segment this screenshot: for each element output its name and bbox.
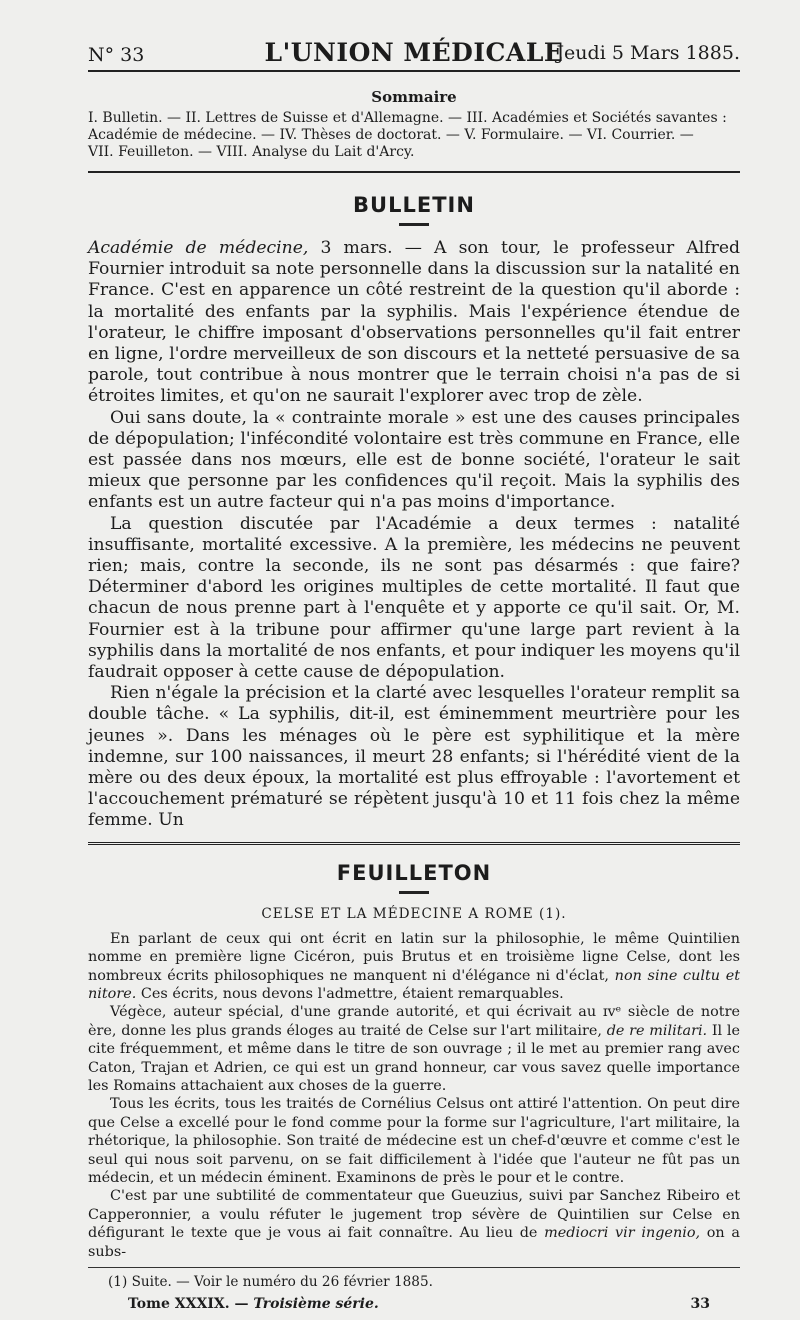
title-underline (399, 223, 429, 226)
bulletin-paragraph: Rien n'égale la précision et la clarté avec lesquelles l'orateur remplit sa double tâche. « La syphilis, dit-il, est éminemment meurtrière pour les jeunes ». Dans les ménages où le père est syphilitique et la mère indemne, sur 100 naissances, il meurt 28 enfants; si l'hérédité vient de la mère ou des deux époux, la mortalité est plus effroyable : l'avortement et l'accouchement prématuré se répètent jusqu'à 10 et 11 fois chez la même femme. Un (88, 683, 740, 831)
masthead (88, 30, 740, 70)
footnote: (1) Suite. — Voir le numéro du 26 février 1885. (108, 1274, 433, 1290)
feuilleton-paragraph: C'est par une subtilité de commentateur que Gueuzius, suivi par Sanchez Ribeiro et Capperonnier, a voulu réfuter le jugement trop sévère de Quintilien sur Celse en défigurant le texte que je vous ai fait connaître. Au lieu de mediocri vir ingenio, on a subs- (88, 1188, 740, 1260)
masthead-rule (88, 70, 740, 72)
footnote-rule (88, 1267, 740, 1268)
issue-number: N° 33 (88, 44, 145, 66)
sommaire-list (88, 110, 740, 161)
feuilleton-paragraph: Tous les écrits, tous les traités de Cornélius Celsus ont attiré l'attention. On peut dire que Celse a excellé pour le fond comme pour la forme sur l'agriculture, l'art militaire, la rhétorique, la philosophie. Son traité de médecine est un chef-d'œuvre et comme c'est le seul qui nous soit parvenu, on se fait difficilement à l'idée que l'auteur ne fût pas un médecin, et un médecin éminent. Examinons de près le pour et le contre. (88, 1096, 740, 1186)
title-underline (399, 891, 429, 894)
page-number: 33 (690, 1296, 710, 1312)
feuilleton-title: FEUILLETON (336, 860, 492, 885)
volume-label: Tome XXXIX. — Troisième série. (128, 1296, 379, 1312)
bulletin-paragraph: Oui sans doute, la « contrainte morale » est une des causes principales de dépopulation; l'infécondité volontaire est très commune en France, elle est passée dans nos mœurs, elle est de bonne société, l'orateur le sait mieux que personne par les confidences qu'il reçoit. Mais la syphilis des enfants est un autre facteur qui n'a pas moins d'importance. (88, 407, 740, 513)
sommaire-line: Académie de médecine. — IV. Thèses de doctorat. — V. Formulaire. — VI. Courrier. — (88, 127, 694, 143)
feuilleton-separator (88, 842, 740, 845)
bulletin-lead: Académie de médecine, (88, 238, 309, 258)
bulletin-title: BULLETIN (353, 193, 475, 217)
sommaire-line: I. Bulletin. — II. Lettres de Suisse et d'Allemagne. — III. Académies et Sociétés savantes : (88, 110, 727, 126)
bulletin-paragraph: La question discutée par l'Académie a deux termes : natalité insuffisante, mortalité excessive. A la première, les médecins ne peuvent rien; mais, contre la seconde, ils ne sont pas désarmés : que faire? Déterminer d'abord les origines multiples de cette mortalité. Il faut que chacun de nous prenne part à l'enquête et y apporte ce qu'il sait. Or, M. Fournier est à la tribune pour affirmer qu'une large part revient à la syphilis dans la mortalité de nos enfants, et pour indiquer les moyens qu'il faudrait opposer à cette cause de dépopulation. (88, 513, 740, 683)
sommaire-rule (88, 171, 740, 173)
feuilleton-paragraph: En parlant de ceux qui ont écrit en latin sur la philosophie, le même Quintilien nomme en première ligne Cicéron, puis Brutus et en troisième ligne Celse, dont les nombreux écrits philosophiques ne manquent ni d'élégance ni d'éclat, non sine cultu et nitore. Ces écrits, nous devons l'admettre, étaient remarquables. (88, 930, 740, 1002)
bulletin-paragraph: Académie de médecine, 3 mars. — A son tour, le professeur Alfred Fournier introduit sa note personnelle dans la discussion sur la natalité en France. C'est en apparence un côté restreint de la question qu'il aborde : la mortalité des enfants par la syphilis. Mais l'expérience étendue de l'orateur, le chiffre imposant d'observations personnelles qu'il fait entrer en ligne, l'ordre merveilleux de son discours et la netteté persuasive de sa parole, tout contribue à nous montrer que le terrain choisi n'a pas de si étroites limites, et qu'on ne saurait l'explorer avec trop de zèle. (88, 238, 740, 407)
sommaire-line: VII. Feuilleton. — VIII. Analyse du Lait d'Arcy. (88, 144, 415, 160)
feuilleton-subtitle: CELSE ET LA MÉDECINE A ROME (1). (261, 905, 567, 922)
feuilleton-paragraph: Végèce, auteur spécial, d'une grande autorité, et qui écrivait au ɪᴠᵉ siècle de notre ère, donne les plus grands éloges au traité de Celse sur l'art militaire, de re militari. Il le cite fréquemment, et même dans le titre de son ouvrage ; il le met au premier rang avec Caton, Trajan et Adrien, ce qui est un grand honneur, car vous savez quelle importance les Romains attachaient aux choses de la guerre. (88, 1004, 740, 1094)
feuilleton-body (88, 930, 740, 1261)
sommaire-title: Sommaire (371, 88, 457, 106)
page-footer (88, 1296, 740, 1320)
bulletin-body (88, 238, 740, 832)
journal-title: L'UNION MÉDICALE (264, 38, 564, 67)
issue-date: Jeudi 5 Mars 1885. (556, 42, 740, 64)
